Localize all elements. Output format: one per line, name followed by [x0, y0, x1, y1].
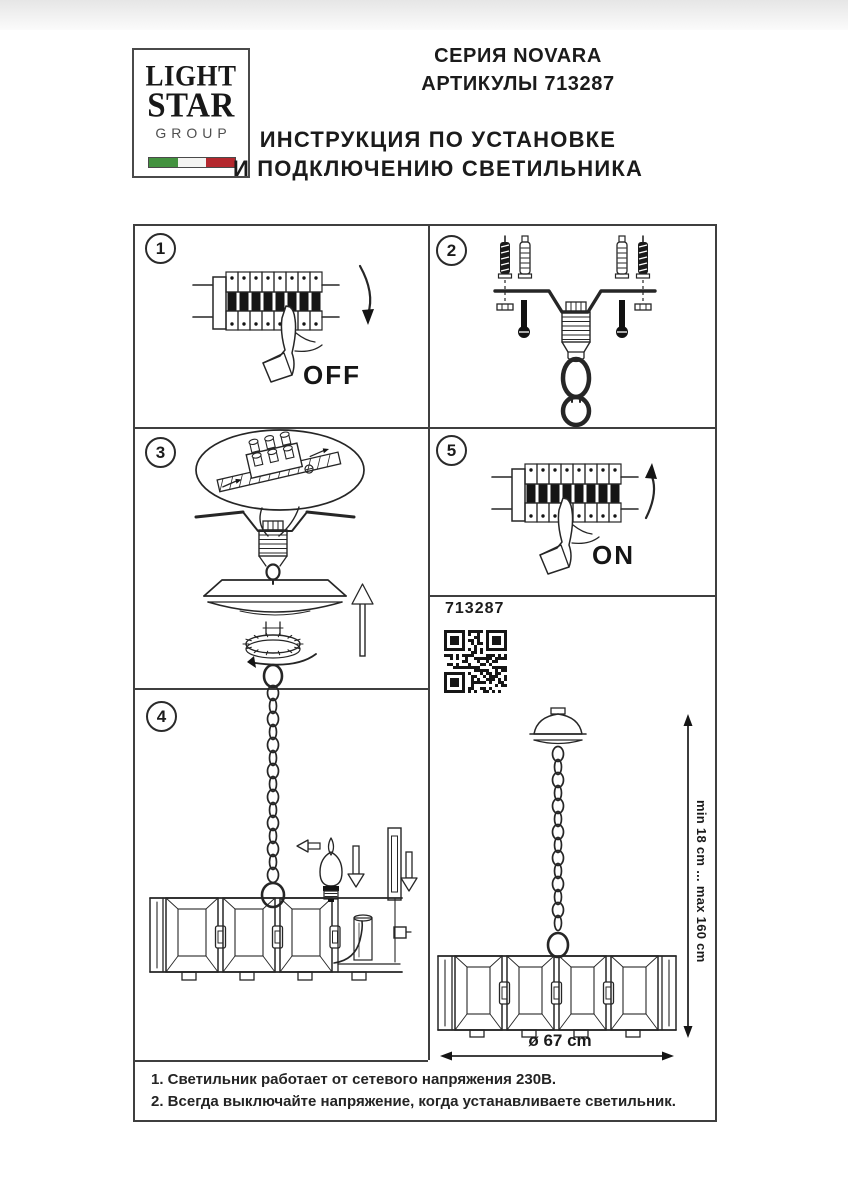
articles-label: АРТИКУЛЫ 713287: [421, 73, 615, 95]
safety-notes: [151, 1069, 676, 1112]
on-label: ON: [592, 540, 635, 570]
note-line-2: 2. Всегда выключайте напряжение, когда устанавливаете светильник.: [151, 1092, 676, 1110]
grid-panel3-bottom-divider: [135, 688, 428, 690]
qr-article-label: 713287: [445, 600, 505, 617]
grid-panel5-bottom-divider: [430, 595, 715, 597]
step-2-badge: 2: [436, 235, 467, 266]
note-line-1: 1. Светильник работает от сетевого напряжения 230В.: [151, 1071, 557, 1088]
series-header: [338, 42, 698, 98]
grid-vertical-divider: [428, 226, 430, 1060]
diameter-dimension-label: ø 67 cm: [528, 1031, 592, 1050]
series-label: СЕРИЯ NOVARA: [434, 45, 602, 67]
photo-top-band: [0, 0, 848, 30]
panel-grid-outer-frame: [133, 224, 717, 1122]
height-dimension-label: min 18 cm ... max 160 cm: [694, 800, 709, 963]
step-1-badge: 1: [145, 233, 176, 264]
instruction-title-line1: ИНСТРУКЦИЯ ПО УСТАНОВКЕ: [259, 127, 617, 152]
step-3-badge: 3: [145, 437, 176, 468]
logo-word-light: LIGHT: [145, 59, 237, 93]
logo-word-star: STAR: [147, 87, 235, 125]
step-4-badge: 4: [146, 701, 177, 732]
instruction-title: [136, 125, 740, 183]
grid-row1-divider: [135, 427, 715, 429]
logo-word-group: GROUP: [155, 125, 232, 141]
step-5-badge: 5: [436, 435, 467, 466]
instruction-title-line2: И ПОДКЛЮЧЕНИЮ СВЕТИЛЬНИКА: [232, 156, 644, 181]
off-label: OFF: [303, 360, 361, 390]
grid-panel4-bottom-divider: [135, 1060, 428, 1062]
